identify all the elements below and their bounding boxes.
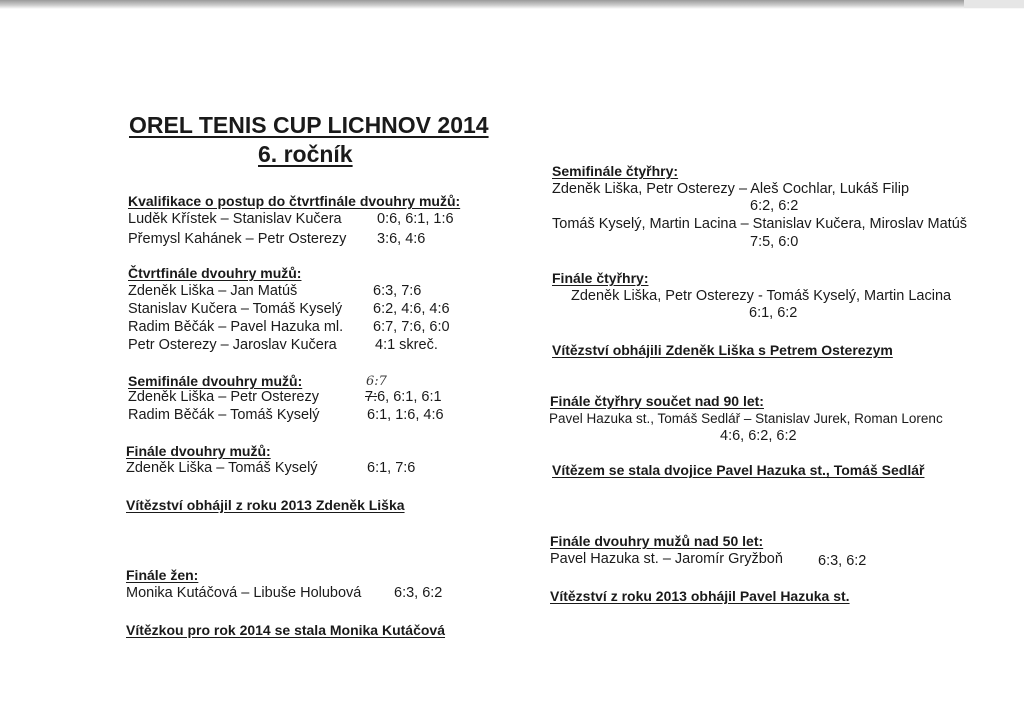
quarterfinal-match-1-players: Zdeněk Liška – Jan Matúš xyxy=(128,283,298,299)
doubles-90-heading: Finále čtyřhry součet nad 90 let: xyxy=(550,393,764,409)
qualification-match-1-score: 0:6, 6:1, 1:6 xyxy=(377,211,454,227)
women-final-score: 6:3, 6:2 xyxy=(394,585,443,601)
semifinal-match-1-score xyxy=(365,389,442,405)
crossed-out-score: 7: xyxy=(365,389,378,405)
scan-edge-right xyxy=(964,0,1024,8)
qualification-match-2-players: Přemysl Kahánek – Petr Osterezy xyxy=(128,231,347,247)
quarterfinal-match-2-score: 6:2, 4:6, 4:6 xyxy=(373,301,450,317)
scan-edge xyxy=(0,0,1024,9)
qualification-match-2-score: 3:6, 4:6 xyxy=(377,231,426,247)
doubles-final-heading: Finále čtyřhry: xyxy=(552,270,649,286)
doubles-victory-note: Vítězství obhájili Zdeněk Liška s Petrem Osterezym xyxy=(552,342,893,358)
doubles-90-victory-note: Vítězem se stala dvojice Pavel Hazuka st., Tomáš Sedlář xyxy=(552,462,925,478)
doubles-semifinal-match-2-players: Tomáš Kyselý, Martin Lacina – Stanislav Kučera, Miroslav Matúš xyxy=(552,216,968,232)
quarterfinal-match-3-players: Radim Běčák – Pavel Hazuka ml. xyxy=(128,319,344,335)
doubles-semifinal-match-1-score: 6:2, 6:2 xyxy=(750,198,799,214)
doubles-final-players: Zdeněk Liška, Petr Osterezy - Tomáš Kyselý, Martin Lacina xyxy=(571,288,952,304)
doubles-semifinal-match-1-players: Zdeněk Liška, Petr Osterezy – Aleš Cochlar, Lukáš Filip xyxy=(552,181,910,197)
doubles-90-score: 4:6, 6:2, 6:2 xyxy=(720,428,797,444)
singles-50-score: 6:3, 6:2 xyxy=(818,553,867,569)
women-final-players: Monika Kutáčová – Libuše Holubová xyxy=(126,585,362,601)
qualification-heading: Kvalifikace o postup do čtvrtfinále dvouhry mužů: xyxy=(128,193,461,209)
quarterfinal-match-2-players: Stanislav Kučera – Tomáš Kyselý xyxy=(128,301,343,317)
women-victory-note: Vítězkou pro rok 2014 se stala Monika Kutáčová xyxy=(126,622,446,638)
singles-50-heading: Finále dvouhry mužů nad 50 let: xyxy=(550,533,764,549)
quarterfinal-match-4-players: Petr Osterezy – Jaroslav Kučera xyxy=(128,337,337,353)
semifinal-match-1-score-rest: 6, 6:1, 6:1 xyxy=(377,389,442,405)
quarterfinal-heading: Čtvrtfinále dvouhry mužů: xyxy=(128,265,302,281)
qualification-match-1-players: Luděk Křístek – Stanislav Kučera xyxy=(128,211,342,227)
singles-50-victory-note: Vítězství z roku 2013 obhájil Pavel Hazuka st. xyxy=(550,588,850,604)
singles-50-players: Pavel Hazuka st. – Jaromír Gryžboň xyxy=(550,551,783,567)
semifinal-match-2-players: Radim Běčák – Tomáš Kyselý xyxy=(128,407,320,423)
quarterfinal-match-4-score: 4:1 skreč. xyxy=(375,337,438,353)
doubles-semifinal-heading: Semifinále čtyřhry: xyxy=(552,163,679,179)
doubles-90-players: Pavel Hazuka st., Tomáš Sedlář – Stanislav Jurek, Roman Lorenc xyxy=(549,411,943,426)
men-victory-note: Vítězství obhájil z roku 2013 Zdeněk Liška xyxy=(126,497,405,513)
quarterfinal-match-1-score: 6:3, 7:6 xyxy=(373,283,422,299)
doubles-semifinal-match-2-score: 7:5, 6:0 xyxy=(750,234,799,250)
final-heading: Finále dvouhry mužů: xyxy=(126,443,271,459)
final-players: Zdeněk Liška – Tomáš Kyselý xyxy=(126,460,318,476)
final-score: 6:1, 7:6 xyxy=(367,460,416,476)
semifinal-match-1-players: Zdeněk Liška – Petr Osterezy xyxy=(128,389,319,405)
women-final-heading: Finále žen: xyxy=(126,567,199,583)
semifinal-heading: Semifinále dvouhry mužů: xyxy=(128,373,303,389)
document-title: OREL TENIS CUP LICHNOV 2014 xyxy=(129,112,489,138)
semifinal-match-2-score: 6:1, 1:6, 4:6 xyxy=(367,407,444,423)
edition-subtitle: 6. ročník xyxy=(258,141,353,167)
doubles-final-score: 6:1, 6:2 xyxy=(749,305,798,321)
quarterfinal-match-3-score: 6:7, 7:6, 6:0 xyxy=(373,319,450,335)
handwritten-correction: 6:7 xyxy=(366,374,387,389)
